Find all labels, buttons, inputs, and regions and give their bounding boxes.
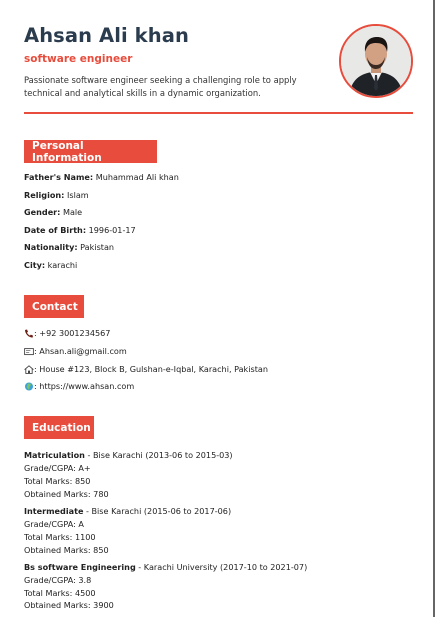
education-entry-grade: Grade/CGPA: A [24, 519, 84, 529]
contact-phone [24, 328, 110, 338]
contact-email [24, 346, 127, 356]
education-entry-total: Total Marks: 1100 [24, 532, 96, 542]
field-date-of-birth [24, 225, 136, 235]
degree-detail: - Bise Karachi (2015-06 to 2017-06) [83, 506, 232, 516]
education-entry-total: Total Marks: 4500 [24, 588, 96, 598]
profile-photo [339, 24, 413, 98]
field-label: Father's Name: [24, 172, 94, 182]
field-label: Gender: [24, 207, 61, 217]
mail-icon [24, 347, 34, 356]
home-icon [24, 365, 34, 374]
website-text: : https://www.ahsan.com [34, 381, 135, 391]
education-entry-obtained: Obtained Marks: 3900 [24, 600, 114, 610]
education-heading: Education [24, 416, 94, 439]
address-text: : House #123, Block B, Gulshan-e-Iqbal, Karachi, Pakistan [34, 364, 268, 374]
contact-heading: Contact [24, 295, 84, 318]
phone-text: : +92 3001234567 [34, 328, 111, 338]
field-value: Muhammad Ali khan [93, 172, 179, 182]
education-entry-obtained: Obtained Marks: 850 [24, 545, 109, 555]
field-value: 1996-01-17 [86, 225, 136, 235]
field-label: Religion: [24, 190, 65, 200]
job-title: software engineer [24, 53, 133, 65]
portrait-image [341, 26, 411, 96]
header-divider [24, 112, 413, 114]
education-entry-degree [24, 562, 307, 572]
contact-address [24, 364, 268, 374]
education-entry-total: Total Marks: 850 [24, 476, 91, 486]
profile-summary: Passionate software engineer seeking a challenging role to apply technical and analytical skills in a dynamic organization. [24, 75, 297, 98]
globe-icon [24, 382, 34, 391]
degree-name: Bs software Engineering [24, 562, 136, 572]
field-city [24, 260, 77, 270]
degree-name: Matriculation [24, 450, 85, 460]
education-entry-degree [24, 450, 233, 460]
education-entry-obtained: Obtained Marks: 780 [24, 489, 109, 499]
field-gender [24, 207, 82, 217]
degree-detail: - Bise Karachi (2013-06 to 2015-03) [84, 450, 233, 460]
field-value: Male [60, 207, 83, 217]
field-label: Nationality: [24, 242, 78, 252]
field-label: Date of Birth: [24, 225, 87, 235]
field-label: City: [24, 260, 46, 270]
education-entry-grade: Grade/CGPA: 3.8 [24, 575, 92, 585]
field-religion [24, 190, 89, 200]
email-text: : Ahsan.ali@gmail.com [34, 346, 127, 356]
contact-website [24, 381, 134, 391]
field-nationality [24, 242, 114, 252]
field-value: karachi [45, 260, 78, 270]
field-value: Pakistan [77, 242, 115, 252]
field-value: Islam [64, 190, 89, 200]
personal-info-heading: Personal Information [24, 140, 157, 163]
degree-name: Intermediate [24, 506, 84, 516]
field-fathers-name [24, 172, 179, 182]
education-entry-degree [24, 506, 231, 516]
candidate-name: Ahsan Ali khan [24, 24, 189, 47]
degree-detail: - Karachi University (2017-10 to 2021-07) [135, 562, 308, 572]
education-entry-grade: Grade/CGPA: A+ [24, 463, 91, 473]
phone-icon [24, 329, 34, 338]
